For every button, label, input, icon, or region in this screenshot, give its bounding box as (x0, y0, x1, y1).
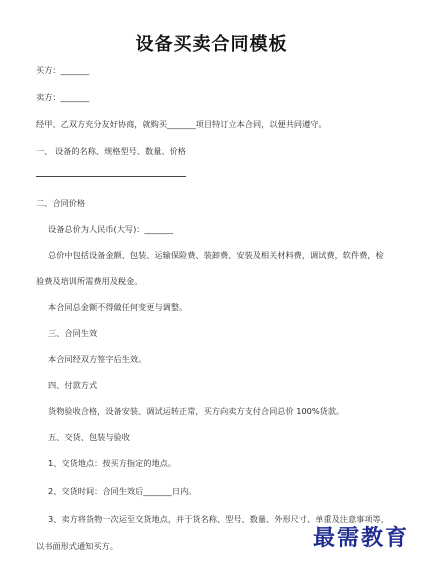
section-2-heading: 二、合同价格 (36, 198, 86, 208)
section-4-heading: 四、付款方式 (48, 380, 98, 390)
seller-line: 卖方：_______ (36, 92, 90, 102)
effective-clause: 本合同经双方签字后生效。 (48, 354, 147, 364)
blank-fill-line (36, 176, 186, 177)
payment-clause: 货物验收合格，设备安装、调试运转正常，买方向卖方支付合同总价 100%货款。 (48, 406, 345, 416)
no-change-clause: 本合同总金额不得做任何变更与调整。 (48, 302, 188, 312)
section-5-heading: 五、交货、包装与验收 (48, 432, 130, 442)
price-includes-line-2: 验费及培训所需费用及税金。 (36, 276, 143, 286)
delivery-place-clause: 1、交货地点：按买方指定的地点。 (48, 458, 177, 468)
intro-paragraph: 经甲、乙双方充分友好协商，就购买_______项目特订立本合同，以便共同遵守。 (36, 119, 327, 129)
section-1-heading: 一、 设备的名称、规格型号、数量、价格 (36, 146, 186, 156)
watermark-logo: 最需教育 (312, 525, 409, 551)
section-3-heading: 三、合同生效 (48, 328, 98, 338)
buyer-line: 买方：_______ (36, 65, 90, 75)
delivery-notice-line-2: 以书面形式通知买方。 (36, 541, 118, 551)
price-includes-line-1: 总价中包括设备金额、包装、运输保险费、装卸费、安装及相关材料费，调试费，软件费，检 (48, 250, 384, 260)
total-price-line: 设备总价为人民币(大写)：_______ (48, 224, 174, 234)
delivery-notice-line-1: 3、卖方将货物一次运至交货地点，并于货名称、型号、数量、外形尺寸、单重及注意事项等， (48, 514, 389, 524)
document-title: 设备买卖合同模板 (135, 34, 288, 55)
delivery-time-clause: 2、交货时间：合同生效后_______日内。 (48, 486, 197, 496)
